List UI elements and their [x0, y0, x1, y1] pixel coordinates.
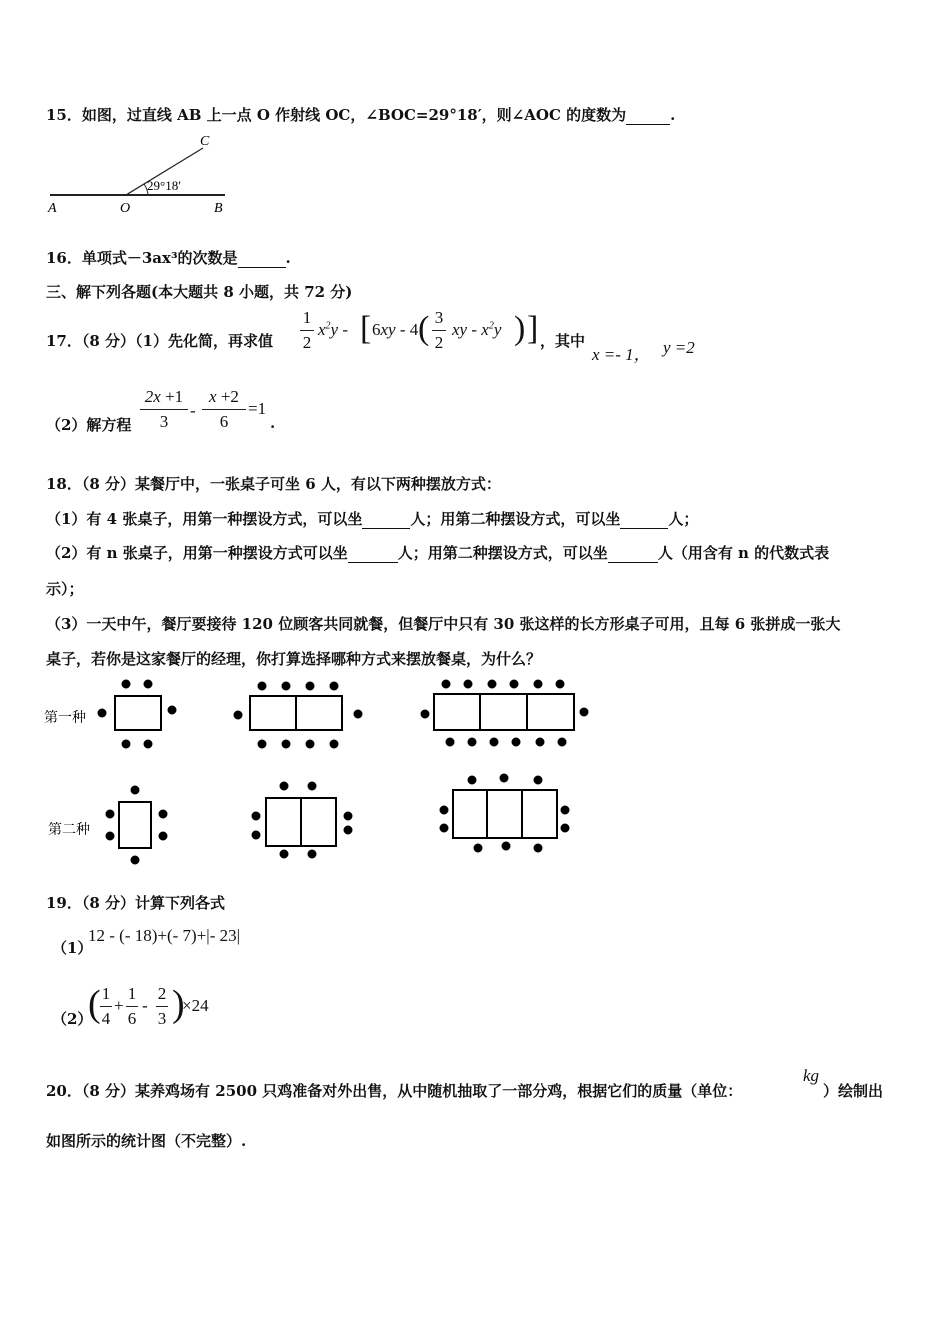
- q15-text: 15．如图，过直线 AB 上一点 O 作射线 OC，∠BOC=29°18′，则∠AOC 的度数为 .: [46, 106, 676, 124]
- q20-unit: kg: [803, 1066, 820, 1085]
- seat: [168, 706, 176, 714]
- label-c: C: [200, 134, 210, 149]
- q17-where: ，其中: [540, 332, 586, 350]
- answer-blank: [626, 106, 670, 125]
- q17-head: 17．（8 分）（1）先化简，再求值: [46, 332, 273, 350]
- table-arrangement-figure: [40, 672, 600, 868]
- seat: [122, 680, 130, 688]
- table: [453, 790, 557, 838]
- q18-part3: （3）一天中午，餐厅要接待 120 位顾客共同就餐，但餐厅中只有 30 张这样的长方形桌子可用，且每 6 张拼成一张大: [46, 615, 841, 633]
- seat: [144, 680, 152, 688]
- seat: [98, 709, 106, 717]
- q17-expression: 1 2 $x^2y$ - [ 6xy - 4 ( 3 2 xy - $x^2y$ ) ]: [300, 306, 540, 358]
- answer-blank: [348, 544, 398, 563]
- q17-part2: （2）解方程: [46, 416, 132, 434]
- angle-figure: [40, 128, 240, 218]
- q19-part2-label: （2）: [52, 1010, 93, 1028]
- label-b: B: [214, 201, 223, 216]
- answer-blank: [608, 544, 658, 563]
- angle-label: 29°18′: [147, 178, 182, 193]
- q17-cond-y: y =2: [663, 338, 695, 357]
- q16-text: 16．单项式－3ax³的次数是 .: [46, 249, 291, 267]
- section-title: 三、解下列各题(本大题共 8 小题，共 72 分): [46, 283, 353, 301]
- q20-line2: 如图所示的统计图（不完整）.: [46, 1132, 247, 1150]
- q18-part2: （2）有 n 张桌子，用第一种摆设方式可以坐 人；用第二种摆设方式，可以坐 人（用含有 n 的代数式表: [46, 544, 830, 562]
- table: [434, 694, 574, 730]
- row-label-second: 第二种: [48, 822, 90, 838]
- row-label-first: 第一种: [44, 710, 86, 726]
- q19-part1-label: （1）: [52, 939, 93, 957]
- q20-head: 20．（8 分）某养鸡场有 2500 只鸡准备对外出售，从中随机抽取了一部分鸡，根据它们的质量（单位：: [46, 1082, 743, 1100]
- q19-head: 19．（8 分）计算下列各式: [46, 894, 226, 912]
- q19-expression-2: ( 1 4 + 1 6 - 2 3 ) ×24: [88, 983, 209, 1028]
- label-o: O: [120, 201, 131, 216]
- seat: [144, 740, 152, 748]
- q17-equation: 2x +1 3 - x +2 6 =1: [140, 387, 280, 437]
- table: [119, 802, 151, 848]
- q18-part2-cont: 示）；: [46, 580, 84, 598]
- answer-blank: [620, 510, 668, 529]
- q18-part1: （1）有 4 张桌子，用第一种摆设方式，可以坐 人；用第二种摆设方式，可以坐 人；: [46, 510, 699, 528]
- q19-expression-1: 12 - (- 18)+(- 7)+|- 23|: [88, 926, 241, 945]
- q18-part3-cont: 桌子，若你是这家餐厅的经理，你打算选择哪种方式来摆放餐桌，为什么？: [46, 650, 542, 668]
- q17-cond-x: x =- 1，: [592, 345, 651, 364]
- seat: [122, 740, 130, 748]
- q20-tail: ）绘制出: [823, 1082, 884, 1100]
- table: [115, 696, 161, 730]
- answer-blank: [362, 510, 410, 529]
- answer-blank: [238, 249, 286, 268]
- q18-head: 18．（8 分）某餐厅中，一张桌子可坐 6 人，有以下两种摆放方式：: [46, 475, 501, 493]
- label-a: A: [48, 201, 57, 216]
